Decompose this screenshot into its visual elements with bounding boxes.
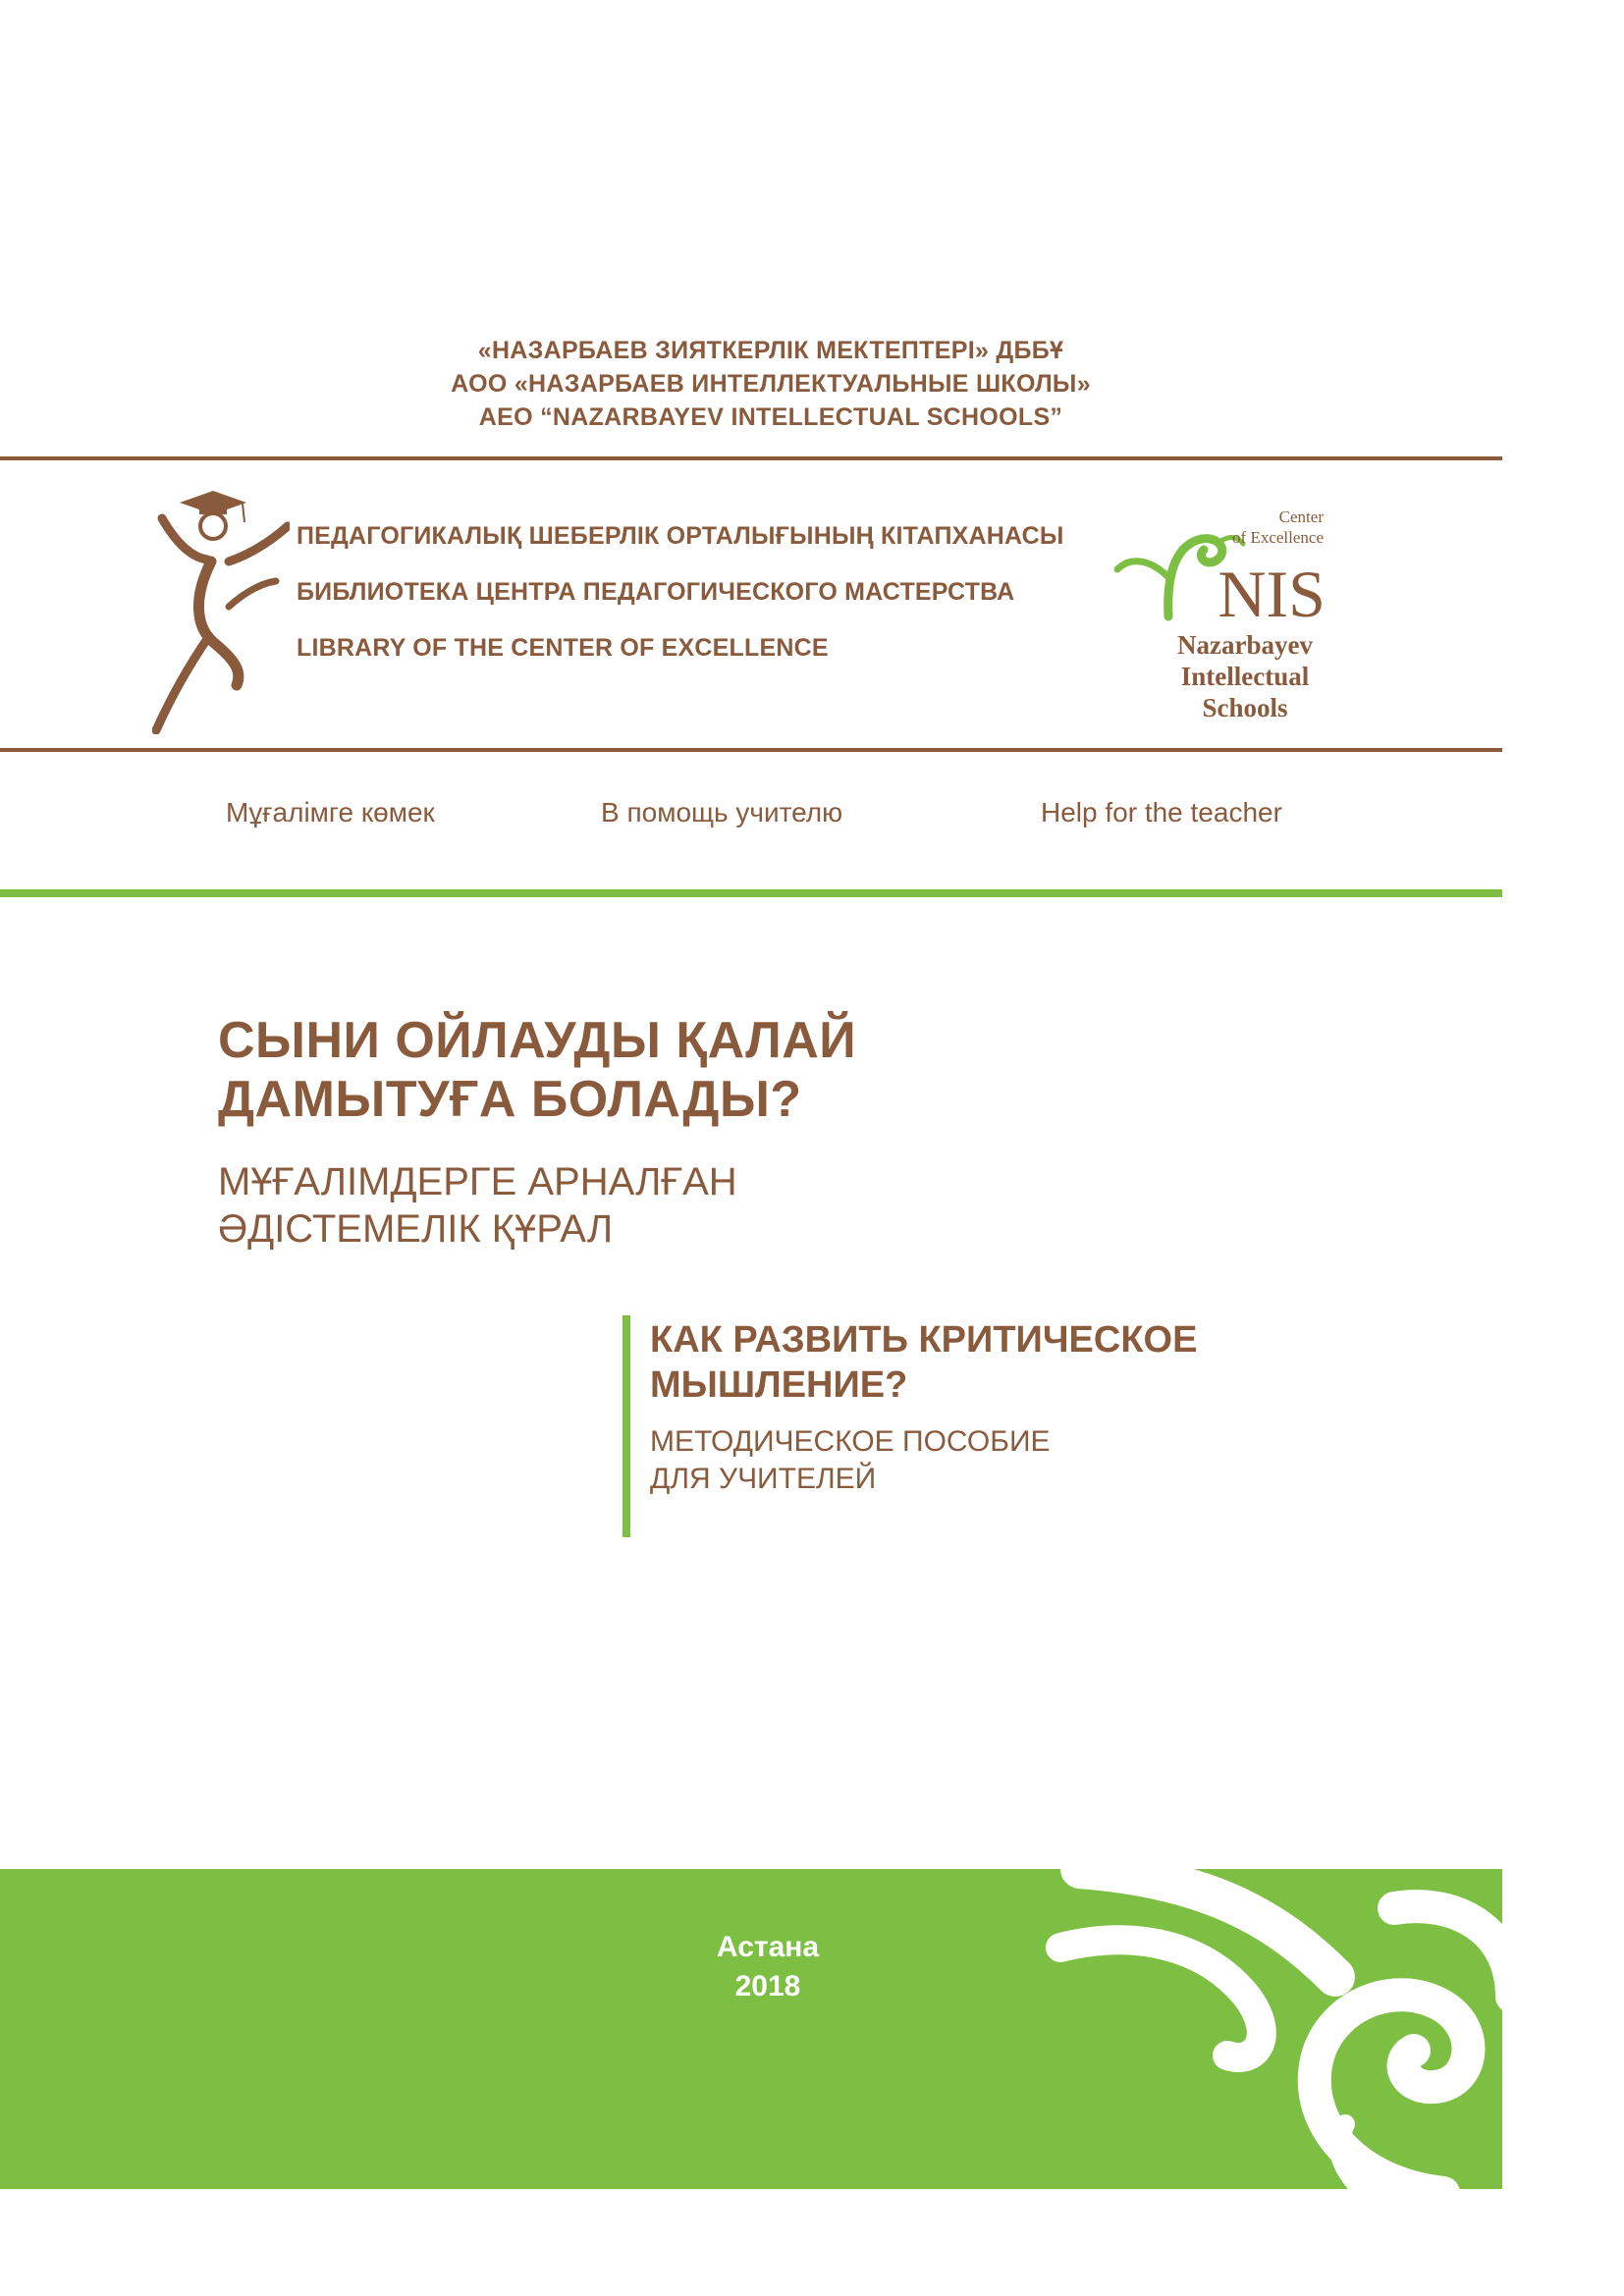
- title-kz-line1: СЫНИ ОЙЛАУДЫ ҚАЛАЙ: [218, 1012, 857, 1069]
- ornament-icon: [0, 1869, 1502, 2189]
- library-name-en: LIBRARY OF THE CENTER OF EXCELLENCE: [297, 634, 829, 662]
- org-name-ru: АОО «НАЗАРБАЕВ ИНТЕЛЛЕКТУАЛЬНЫЕ ШКОЛЫ»: [451, 370, 1091, 398]
- subtitle-ru-line2: ДЛЯ УЧИТЕЛЕЙ: [650, 1463, 877, 1495]
- footer-band: [0, 1869, 1502, 2189]
- library-name-ru: БИБЛИОТЕКА ЦЕНТРА ПЕДАГОГИЧЕСКОГО МАСТЕРСТВА: [297, 578, 1015, 606]
- org-name-en: AEO “NAZARBAYEV INTELLECTUAL SCHOOLS”: [478, 403, 1063, 431]
- footer-year: 2018: [734, 1970, 801, 2002]
- library-name-kz: ПЕДАГОГИКАЛЫҚ ШЕБЕРЛІК ОРТАЛЫҒЫНЫҢ КІТАПХАНАСЫ: [297, 522, 1064, 550]
- nis-center-line2: of Excellence: [1232, 528, 1324, 547]
- nis-mark: NIS: [1218, 557, 1326, 631]
- library-divider: [0, 748, 1502, 752]
- nis-logo: [1110, 499, 1335, 729]
- subtitle-kz-line1: МҰҒАЛІМДЕРГЕ АРНАЛҒАН: [218, 1160, 737, 1203]
- helper-en: Help for the teacher: [1041, 797, 1282, 828]
- top-divider: [0, 456, 1502, 460]
- helper-kz: Мұғалімге көмек: [226, 797, 435, 828]
- library-title-block: [297, 516, 1064, 684]
- footer-city: Астана: [716, 1931, 820, 1963]
- subtitle-ru-line1: МЕТОДИЧЕСКОЕ ПОСОБИЕ: [650, 1425, 1051, 1458]
- subtitle-ru: [650, 1423, 1051, 1498]
- nis-name-line1: Nazarbayev: [1177, 630, 1313, 660]
- title-ru: [650, 1317, 1197, 1408]
- title-kz-line2: ДАМЫТУҒА БОЛАДЫ?: [218, 1071, 802, 1128]
- nis-name-line2: Intellectual: [1180, 662, 1310, 691]
- nis-center-line1: Center: [1278, 507, 1324, 526]
- nis-name-line3: Schools: [1202, 693, 1288, 722]
- accent-bar: [623, 1315, 630, 1537]
- organization-header: [0, 334, 1542, 434]
- org-name-kz: «НАЗАРБАЕВ ЗИЯТКЕРЛІК МЕКТЕПТЕРІ» ДББҰ: [477, 337, 1064, 364]
- graduate-figure-icon: [152, 489, 290, 734]
- title-ru-line2: МЫШЛЕНИЕ?: [650, 1364, 908, 1406]
- green-divider: [0, 889, 1502, 897]
- subtitle-kz: [218, 1158, 737, 1253]
- helper-ru: В помощь учителю: [601, 797, 843, 828]
- footer-text: [0, 1928, 1536, 2006]
- title-kz: [218, 1011, 856, 1129]
- subtitle-kz-line2: ӘДІСТЕМЕЛІК ҚҰРАЛ: [218, 1207, 614, 1251]
- title-ru-line1: КАК РАЗВИТЬ КРИТИЧЕСКОЕ: [650, 1319, 1198, 1361]
